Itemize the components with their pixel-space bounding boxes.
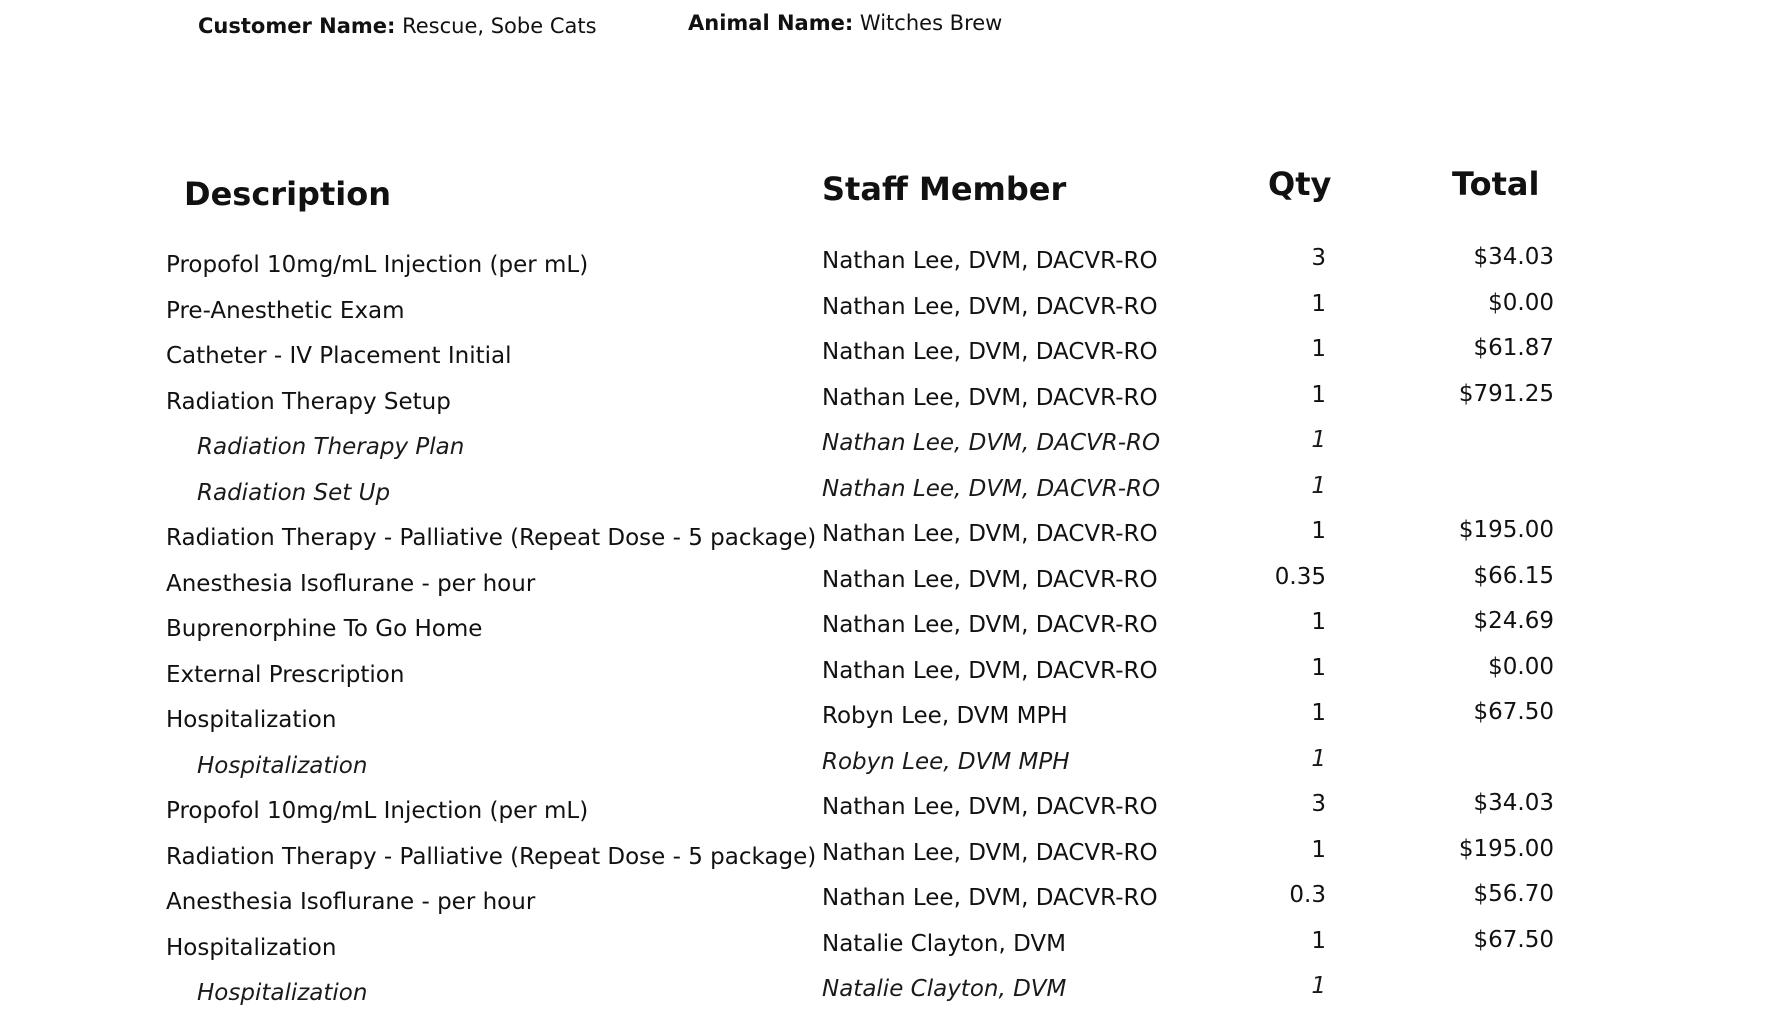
- line-item-staff: Nathan Lee, DVM, DACVR-RO: [822, 339, 1158, 365]
- line-item-staff: Robyn Lee, DVM MPH: [822, 703, 1068, 729]
- customer-name-field: [198, 14, 597, 38]
- line-item-staff: Nathan Lee, DVM, DACVR-RO: [822, 839, 1158, 866]
- line-item-staff: Robyn Lee, DVM MPH: [822, 748, 1070, 775]
- line-item-description: Buprenorphine To Go Home: [166, 616, 483, 642]
- line-item-description: Catheter - IV Placement Initial: [166, 343, 512, 369]
- line-item-total: $0.00: [1488, 289, 1554, 316]
- line-item-total: $67.50: [1473, 926, 1554, 953]
- line-item-description: Propofol 10mg/mL Injection (per mL): [166, 798, 589, 824]
- line-item-description: Hospitalization: [166, 934, 337, 961]
- line-item-row: [0, 790, 1766, 836]
- line-item-staff: Natalie Clayton, DVM: [822, 976, 1067, 1002]
- line-item-staff: Nathan Lee, DVM, DACVR-RO: [822, 430, 1161, 456]
- line-item-total: $61.87: [1473, 335, 1554, 361]
- line-item-description: Hospitalization: [197, 980, 368, 1006]
- line-item-total: $56.70: [1473, 881, 1554, 907]
- line-item-total: $66.15: [1473, 562, 1554, 589]
- line-item-staff: Nathan Lee, DVM, DACVR-RO: [822, 885, 1158, 911]
- line-item-qty: 1: [1311, 700, 1326, 726]
- line-item-sub-row: [0, 745, 1766, 791]
- line-item-sub-row: [0, 972, 1766, 1018]
- line-item-row: [0, 244, 1766, 290]
- line-item-row: [0, 563, 1766, 609]
- line-item-row: [0, 654, 1766, 700]
- line-item-qty: 1: [1311, 973, 1326, 999]
- line-item-total: $0.00: [1488, 653, 1554, 680]
- customer-name-value: Rescue, Sobe Cats: [402, 14, 597, 38]
- line-item-total: $195.00: [1458, 517, 1554, 543]
- line-item-total: $34.03: [1473, 244, 1554, 270]
- line-item-qty: 1: [1311, 336, 1326, 362]
- line-item-staff: Nathan Lee, DVM, DACVR-RO: [822, 384, 1158, 411]
- line-item-description: Radiation Therapy - Palliative (Repeat Dose - 5 package): [166, 843, 817, 870]
- line-item-row: [0, 836, 1766, 882]
- line-item-description: Radiation Therapy Setup: [166, 388, 451, 415]
- line-item-qty: 1: [1311, 381, 1326, 408]
- line-item-description: Anesthesia Isoflurane - per hour: [166, 889, 536, 915]
- line-item-staff: Nathan Lee, DVM, DACVR-RO: [822, 521, 1158, 547]
- column-header-description: Description: [184, 175, 391, 213]
- animal-name-field: [688, 11, 1002, 35]
- line-items-table: [0, 244, 1766, 1018]
- line-item-staff: Nathan Lee, DVM, DACVR-RO: [822, 794, 1158, 820]
- line-item-qty: 1: [1311, 927, 1326, 954]
- line-item-staff: Nathan Lee, DVM, DACVR-RO: [822, 248, 1158, 274]
- line-item-qty: 1: [1311, 609, 1326, 635]
- line-item-qty: 1: [1311, 654, 1326, 681]
- line-item-description: Radiation Therapy - Palliative (Repeat Dose - 5 package): [166, 525, 817, 551]
- line-item-row: [0, 699, 1766, 745]
- line-item-staff: Nathan Lee, DVM, DACVR-RO: [822, 566, 1158, 593]
- line-item-description: Radiation Therapy Plan: [197, 434, 465, 460]
- line-item-row: [0, 881, 1766, 927]
- line-item-description: Hospitalization: [166, 707, 337, 733]
- line-item-row: [0, 381, 1766, 427]
- line-item-row: [0, 517, 1766, 563]
- line-item-qty: 1: [1311, 745, 1326, 772]
- line-item-row: [0, 927, 1766, 973]
- line-item-row: [0, 290, 1766, 336]
- line-item-description: Anesthesia Isoflurane - per hour: [166, 570, 536, 597]
- line-item-staff: Nathan Lee, DVM, DACVR-RO: [822, 657, 1158, 684]
- line-item-total: $67.50: [1473, 699, 1554, 725]
- line-item-row: [0, 608, 1766, 654]
- column-header-total: Total: [1452, 165, 1540, 203]
- line-item-qty: 1: [1311, 518, 1326, 544]
- animal-name-value: Witches Brew: [859, 11, 1003, 35]
- line-item-qty: 1: [1311, 290, 1326, 317]
- line-item-staff: Nathan Lee, DVM, DACVR-RO: [822, 475, 1161, 502]
- line-item-sub-row: [0, 426, 1766, 472]
- line-item-description: Hospitalization: [197, 752, 368, 779]
- line-item-description: External Prescription: [166, 661, 405, 688]
- line-item-qty: 0.3: [1289, 882, 1326, 908]
- line-item-staff: Nathan Lee, DVM, DACVR-RO: [822, 293, 1158, 320]
- column-header-staff: Staff Member: [822, 170, 1067, 208]
- column-header-qty: Qty: [1268, 165, 1332, 203]
- line-item-qty: 1: [1311, 427, 1326, 453]
- line-item-description: Propofol 10mg/mL Injection (per mL): [166, 252, 589, 278]
- line-item-qty: 1: [1311, 836, 1326, 863]
- line-item-qty: 1: [1311, 472, 1326, 499]
- line-item-description: Radiation Set Up: [197, 479, 391, 506]
- line-item-total: $791.25: [1458, 380, 1554, 407]
- line-item-total: $34.03: [1473, 790, 1554, 816]
- line-item-total: $195.00: [1458, 835, 1554, 862]
- line-item-row: [0, 335, 1766, 381]
- line-item-qty: 3: [1311, 245, 1326, 271]
- line-item-qty: 0.35: [1274, 563, 1326, 590]
- customer-name-label: Customer Name:: [198, 14, 396, 38]
- line-item-staff: Nathan Lee, DVM, DACVR-RO: [822, 612, 1158, 638]
- line-item-sub-row: [0, 472, 1766, 518]
- line-item-staff: Natalie Clayton, DVM: [822, 930, 1066, 957]
- animal-name-label: Animal Name:: [688, 11, 854, 35]
- line-item-total: $24.69: [1473, 608, 1554, 634]
- line-item-description: Pre-Anesthetic Exam: [166, 297, 405, 324]
- line-item-qty: 3: [1311, 791, 1326, 817]
